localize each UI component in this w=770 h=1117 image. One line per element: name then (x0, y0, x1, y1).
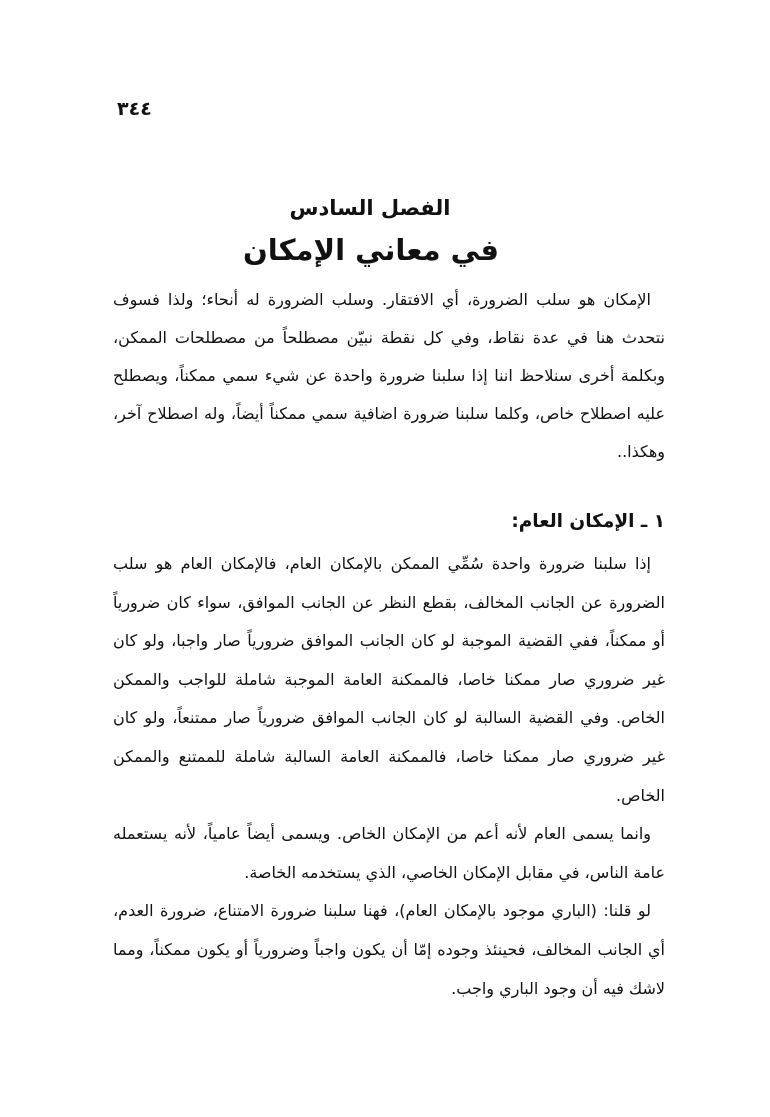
chapter-title: الفصل السادس (289, 196, 451, 220)
section-heading: ١ ـ الإمكان العام: (511, 511, 665, 532)
intro-paragraph: الإمكان هو سلب الضرورة، أي الافتقار. وسلب الضرورة له أنحاء؛ ولذا فسوف نتحدث هنا في عدة نقاط، وفي كل نقطة نبيّن مصطلحاً من مصطلحات الممكن، وبكلمة أخرى سنلاحظ اننا إذا سلبنا ضرورة واحدة عن شيء سمي ممكناً، ويصطلح عليه اصطلاح خاص، وكلما سلبنا ضرورة اضافية سمي ممكناً أيضاً، وله اصطلاح آخر، وهكذا.. (113, 290, 665, 461)
intro-block (113, 281, 665, 471)
body-paragraph: إذا سلبنا ضرورة واحدة سُمِّي الممكن بالإمكان العام، فالإمكان العام هو سلب الضرورة عن الجانب المخالف، بقطع النظر عن الجانب الموافق، سواء كان ضرورياً أو ممكناً، ففي القضية الموجبة لو كان الجانب الموافق ضرورياً صار واجبا، ولو كان غير ضروري صار ممكنا خاصا، فالممكنة العامة الموجبة شاملة للواجب والممكن الخاص. وفي القضية السالبة لو كان الجانب الموافق ضرورياً صار ممتنعاً، ولو كان غير ضروري صار ممكنا خاصا، فالممكنة العامة السالبة شاملة للممتنع والممكن الخاص. (113, 554, 665, 805)
body-paragraph: لو قلنا: (الباري موجود بالإمكان العام)، فهنا سلبنا ضرورة الامتناع، ضرورة العدم، أي الجانب المخالف، فحينئذ وجوده إمّا أن يكون واجباً وضرورياً أو يكون ممكناً، ومما لاشك فيه أن وجود الباري واجب. (113, 901, 665, 998)
page-number: ٣٤٤ (117, 98, 152, 120)
chapter-subtitle: في معاني الإمكان (243, 233, 499, 267)
body-paragraph: وانما يسمى العام لأنه أعم من الإمكان الخاص. ويسمى أيضاً عامياً، لأنه يستعمله عامة الناس، في مقابل الإمكان الخاصي، الذي يستخدمه الخاصة. (113, 824, 665, 882)
section-body (113, 545, 665, 1008)
